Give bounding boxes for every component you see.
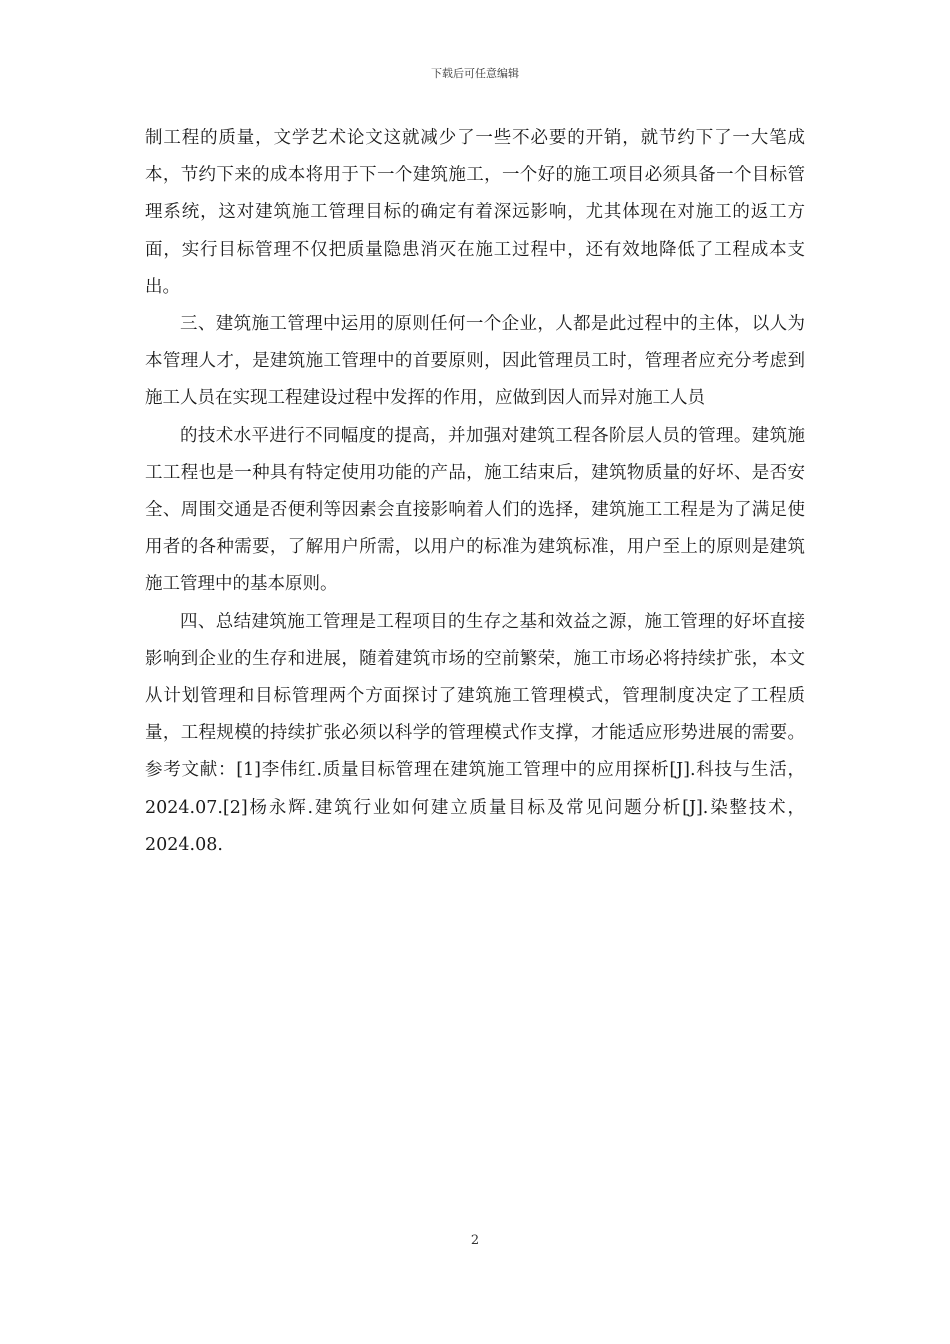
paragraph-section-three: 三、建筑施工管理中运用的原则任何一个企业，人都是此过程中的主体，以人为本管理人才，是建筑施工管理中的首要原则，因此管理员工时，管理者应充分考虑到施工人员在实现工程建设过程中发挥的作用，应做到因人而异对施工人员 bbox=[145, 314, 805, 409]
paragraph-section-four: 四、总结建筑施工管理是工程项目的生存之基和效益之源，施工管理的好坏直接影响到企业的生存和进展，随着建筑市场的空前繁荣，施工市场必将持续扩张，本文从计划管理和目标管理两个方面探讨了建筑施工管理模式，管理制度决定了工程质量，工程规模的持续扩张必须以科学的管理模式作支撑，才能适应形势进展的需要。参考文献：[1]李伟红.质量目标管理在建筑施工管理中的应用探析[J].科技与生活，2024.07.[2]杨永辉.建筑行业如何建立质量目标及常见问题分析[J].染整技术，2024.08. bbox=[145, 611, 805, 855]
paragraph-user-principle: 的技术水平进行不同幅度的提高，并加强对建筑工程各阶层人员的管理。建筑施工工程也是一种具有特定使用功能的产品，施工结束后，建筑物质量的好坏、是否安全、周围交通是否便利等因素会直接影响着人们的选择，建筑施工工程是为了满足使用者的各种需要，了解用户所需，以用户的标准为建筑标准，用户至上的原则是建筑施工管理中的基本原则。 bbox=[145, 425, 805, 595]
page-number: 2 bbox=[470, 1233, 480, 1248]
page-header: 下载后可任意编辑 bbox=[431, 67, 519, 80]
document-body bbox=[145, 120, 805, 864]
paragraph-continued: 制工程的质量，文学艺术论文这就减少了一些不必要的开销，就节约下了一大笔成本，节约下来的成本将用于下一个建筑施工，一个好的施工项目必须具备一个目标管理系统，这对建筑施工管理目标的确定有着深远影响，尤其体现在对施工的返工方面，实行目标管理不仅把质量隐患消灭在施工过程中，还有效地降低了工程成本支出。 bbox=[145, 128, 805, 297]
